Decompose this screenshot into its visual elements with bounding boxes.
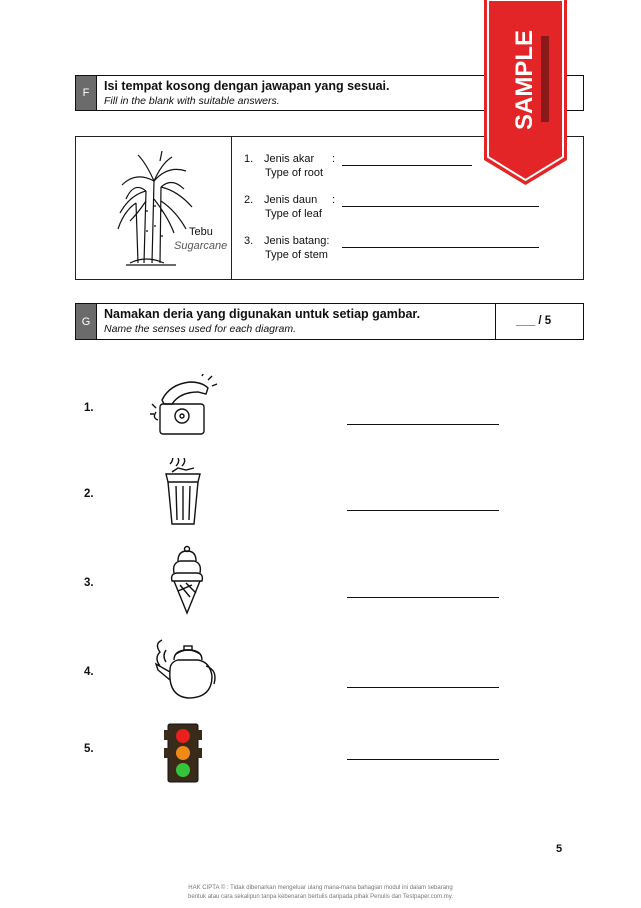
question-number: 2. — [244, 194, 254, 206]
ice-cream-cone-icon — [150, 545, 220, 615]
answer-blank-leaf[interactable] — [342, 206, 539, 207]
answer-line[interactable] — [347, 597, 499, 598]
copyright-line-1: HAK CIPTA © : Tidak dibenarkan mengeluar ulang mana-mana bahagian modul ini dalam sebarang — [188, 885, 453, 891]
section-letter: F — [76, 76, 97, 110]
section-subtitle: Name the senses used for each diagram. — [104, 323, 297, 335]
question-number: 1. — [244, 153, 254, 165]
score-divider — [495, 304, 496, 339]
section-subtitle: Fill in the blank with suitable answers. — [104, 95, 280, 107]
plant-label: Tebu — [189, 226, 213, 238]
question-en: Type of stem — [265, 249, 328, 261]
section-title: Namakan deria yang digunakan untuk setiap gambar. — [104, 307, 421, 321]
score-box: ___ / 5 — [516, 315, 552, 327]
section-g-header — [75, 303, 584, 340]
item-number: 4. — [84, 666, 94, 678]
sample-watermark-text: SAMPLE — [511, 29, 538, 131]
steaming-kettle-icon — [150, 636, 220, 706]
answer-line[interactable] — [347, 424, 499, 425]
question-ms: Jenis akar — [264, 153, 315, 165]
answer-line[interactable] — [347, 687, 499, 688]
traffic-light-icon — [150, 722, 220, 792]
section-title: Isi tempat kosong dengan jawapan yang sesuai. — [104, 79, 390, 93]
colon: : — [332, 153, 336, 165]
item-number: 5. — [84, 743, 94, 755]
question-number: 3. — [244, 235, 254, 247]
sample-ribbon — [484, 0, 567, 185]
ringing-telephone-icon — [150, 374, 220, 444]
item-number: 1. — [84, 402, 94, 414]
item-number: 3. — [84, 577, 94, 589]
section-letter: G — [76, 304, 97, 339]
item-number: 2. — [84, 488, 94, 500]
colon: : — [332, 194, 336, 206]
smelly-trash-bin-icon — [150, 458, 220, 528]
answer-blank-root[interactable] — [342, 165, 472, 166]
copyright-line-2: bentuk atau cara sekalipun tanpa kebenaran bertulis daripada pihak Penulis dan Testpaper.com.my. — [188, 894, 453, 900]
question-ms: Jenis daun — [264, 194, 318, 206]
plant-label-en: Sugarcane — [174, 240, 228, 252]
page-number: 5 — [556, 843, 563, 855]
table-divider — [231, 137, 232, 279]
answer-blank-stem[interactable] — [342, 247, 539, 248]
answer-line[interactable] — [347, 510, 499, 511]
question-ms: Jenis batang: — [264, 235, 330, 247]
answer-line[interactable] — [347, 759, 499, 760]
question-en: Type of leaf — [265, 208, 322, 220]
question-en: Type of root — [265, 167, 324, 179]
